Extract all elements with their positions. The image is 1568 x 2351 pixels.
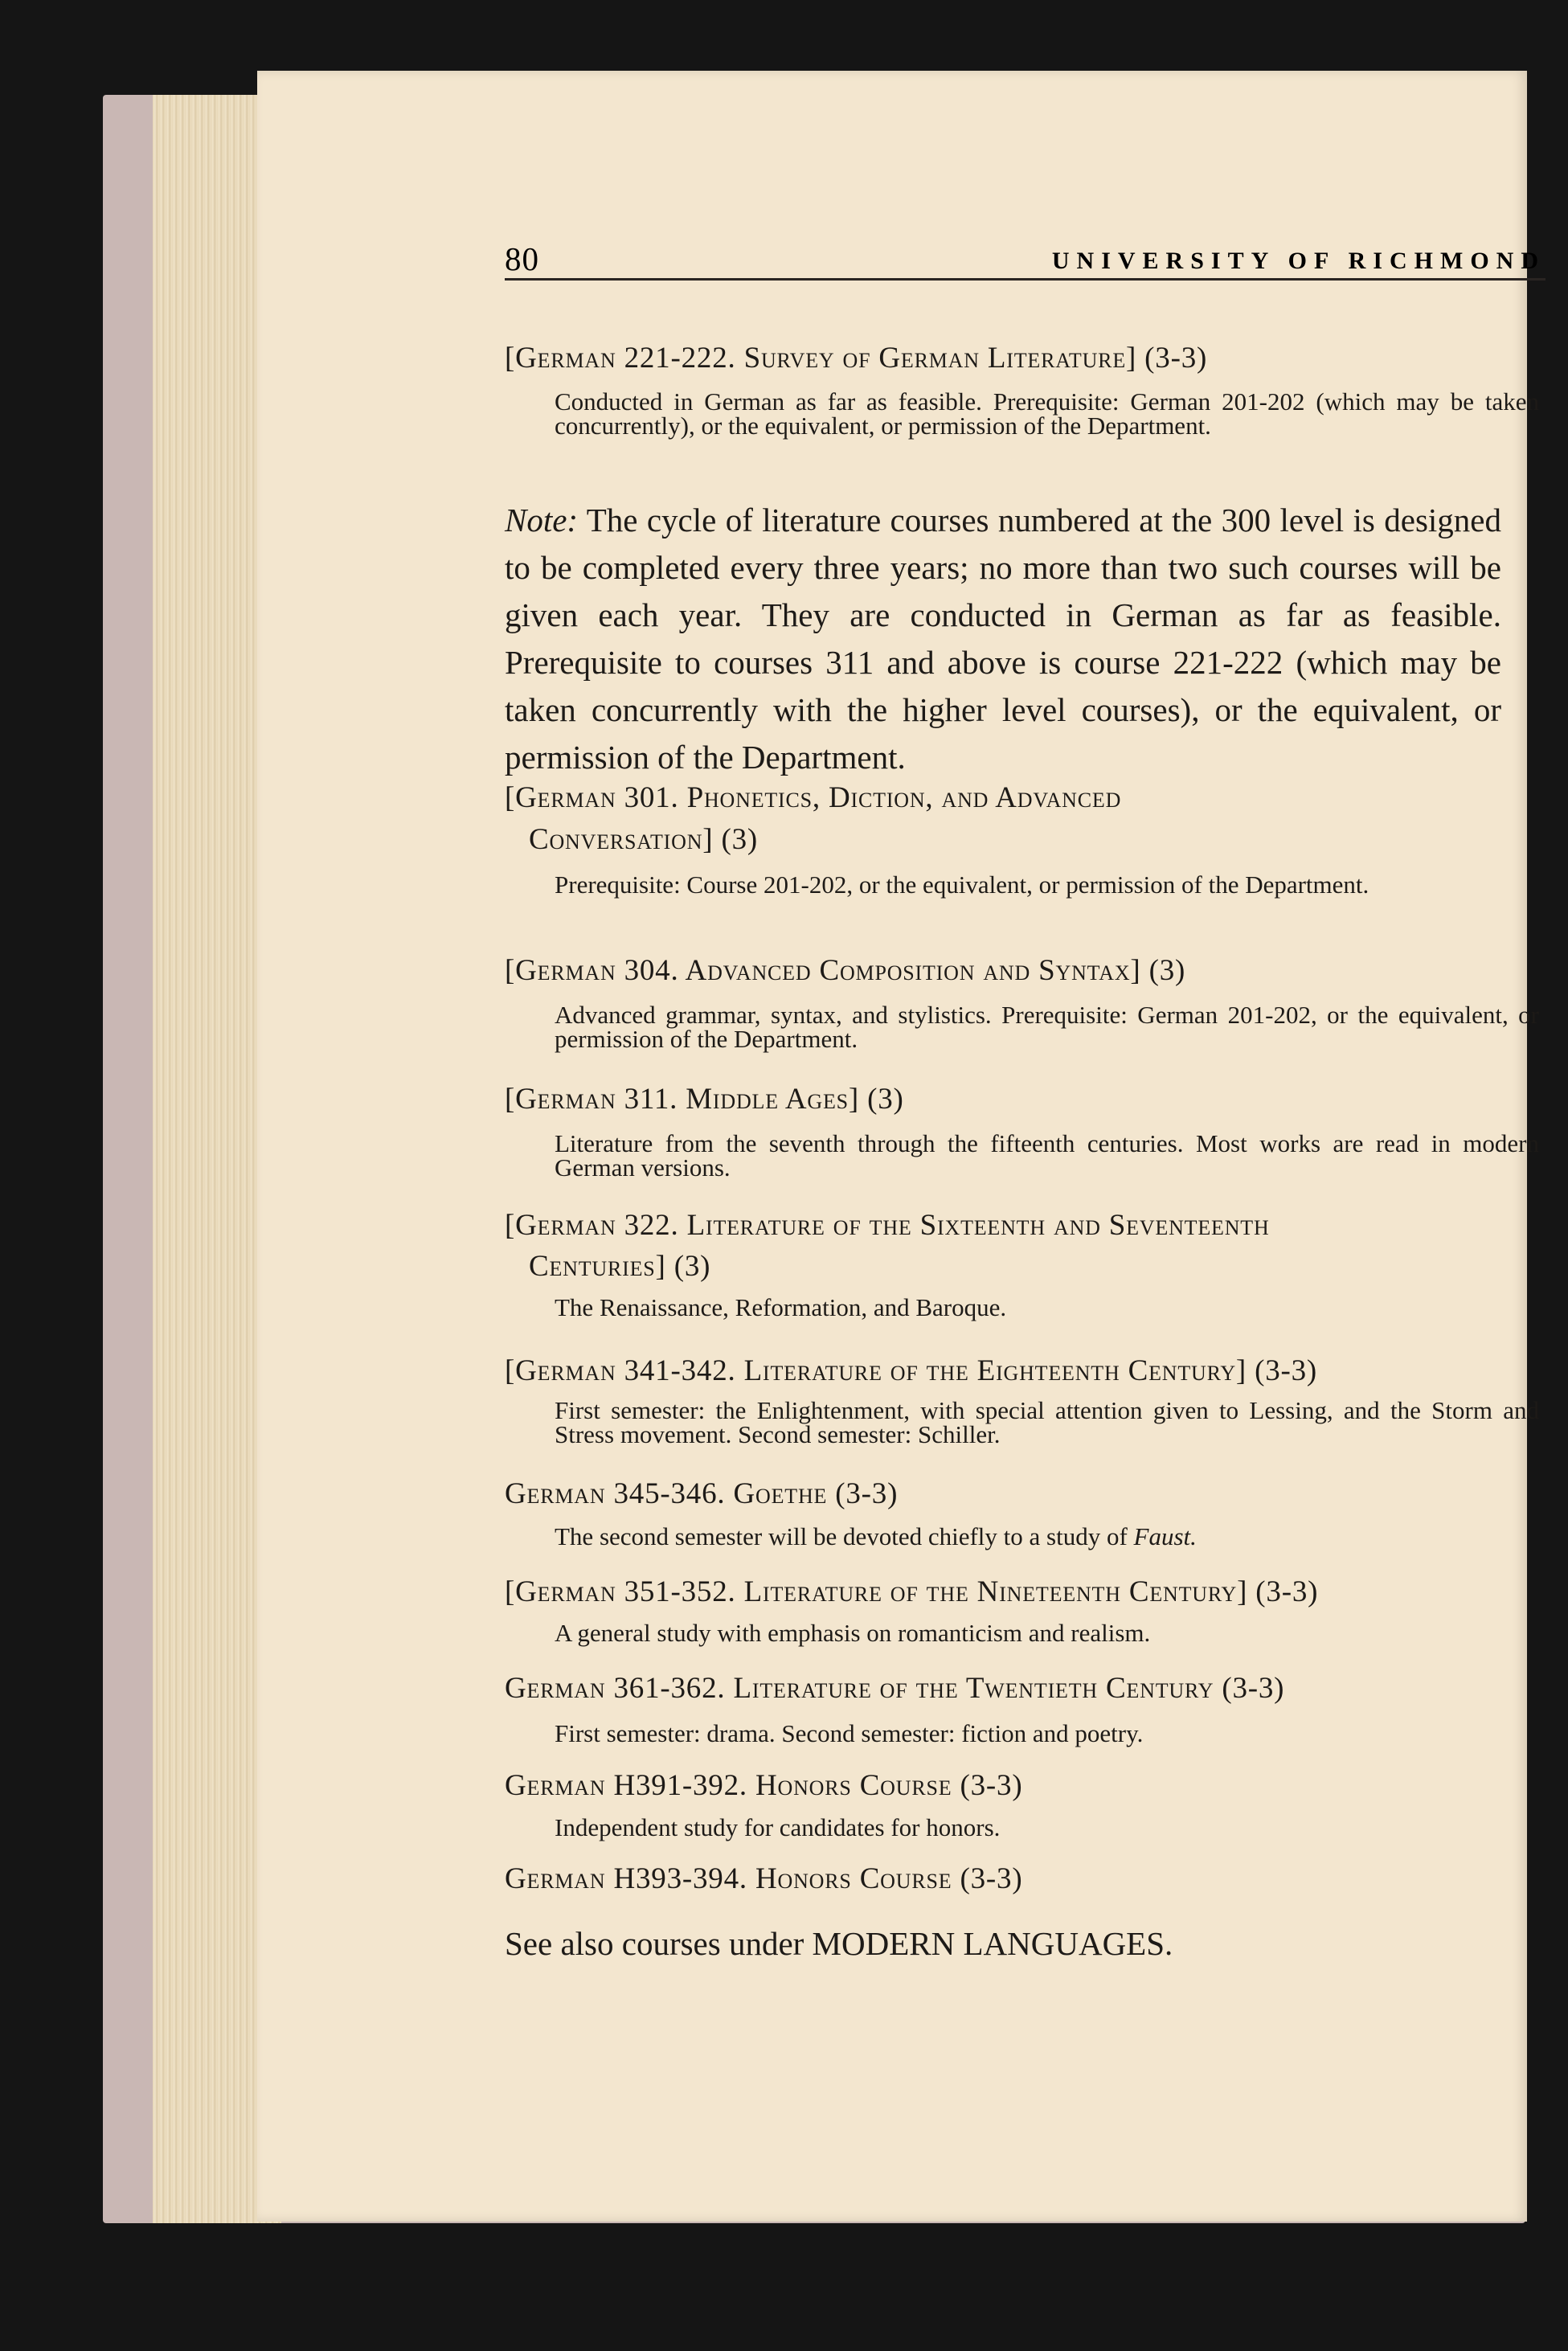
course-title: [German 304. Advanced Composition and Syntax] (3) [505,954,1186,987]
course-title: [German 221-222. Survey of German Literature] (3-3) [505,342,1208,375]
course-title: German 345-346. Goethe (3-3) [505,1477,899,1510]
course-description: Prerequisite: Course 201-202, or the equivalent, or permission of the Department. [555,870,1369,899]
see-also-line: See also courses under MODERN LANGUAGES. [505,1925,1173,1962]
course-title: German 361-362. Literature of the Twentieth Century (3-3) [505,1672,1285,1705]
course-title: [German 341-342. Literature of the Eighteenth Century] (3-3) [505,1354,1318,1387]
course-description: First semester: the Enlightenment, with special attention given to Lessing, and the Storm and Stress movement. Second semester: Schiller. [555,1396,1539,1448]
course-description: A general study with emphasis on romanticism and realism. [555,1619,1151,1647]
course-description: Literature from the seventh through the fifteenth centuries. Most works are read in modern German versions. [555,1129,1539,1182]
page-number: 80 [505,240,539,277]
course-description: Conducted in German as far as feasible. Prerequisite: German 201-202 (which may be taken concurrently), or the equivalent, or permission of the Department. [555,387,1539,440]
course-title: [German 322. Literature of the Sixteenth and Seventeenth [505,1209,1270,1242]
course-description: Advanced grammar, syntax, and stylistics. Prerequisite: German 201-202, or the equivalent, or permission of the Department. [555,1001,1539,1053]
note-paragraph [505,497,1501,781]
running-head: UNIVERSITY OF RICHMOND [1051,248,1545,274]
note-label: Note: [505,502,579,539]
course-title: [German 311. Middle Ages] (3) [505,1083,904,1116]
course-description: Independent study for candidates for honors. [555,1813,1001,1841]
course-description-italic: Faust. [1133,1522,1197,1550]
course-title-line2: Conversation] (3) [529,823,758,856]
course-title: German H391-392. Honors Course (3-3) [505,1769,1023,1802]
note-text: The cycle of literature courses numbered at the 300 level is designed to be completed every three years; no more than two such courses will be given each year. They are conducted in German as far as feasible. Prerequisite to courses 311 and above is course 221-222 (which may be taken concurrently with the higher level courses), or the equivalent, or permission of the Department. [505,502,1501,776]
course-description-text: The second semester will be devoted chiefly to a study of [555,1522,1128,1550]
page-header [505,240,1545,278]
course-description: The Renaissance, Reformation, and Baroque. [555,1293,1007,1321]
course-title: [German 301. Phonetics, Diction, and Advanced [505,781,1122,814]
course-title: German H393-394. Honors Course (3-3) [505,1862,1023,1895]
course-title: [German 351-352. Literature of the Nineteenth Century] (3-3) [505,1575,1319,1608]
course-description [555,1522,1539,1550]
header-rule [505,278,1545,281]
course-title-line2: Centuries] (3) [529,1250,711,1283]
course-description: First semester: drama. Second semester: fiction and poetry. [555,1719,1144,1747]
